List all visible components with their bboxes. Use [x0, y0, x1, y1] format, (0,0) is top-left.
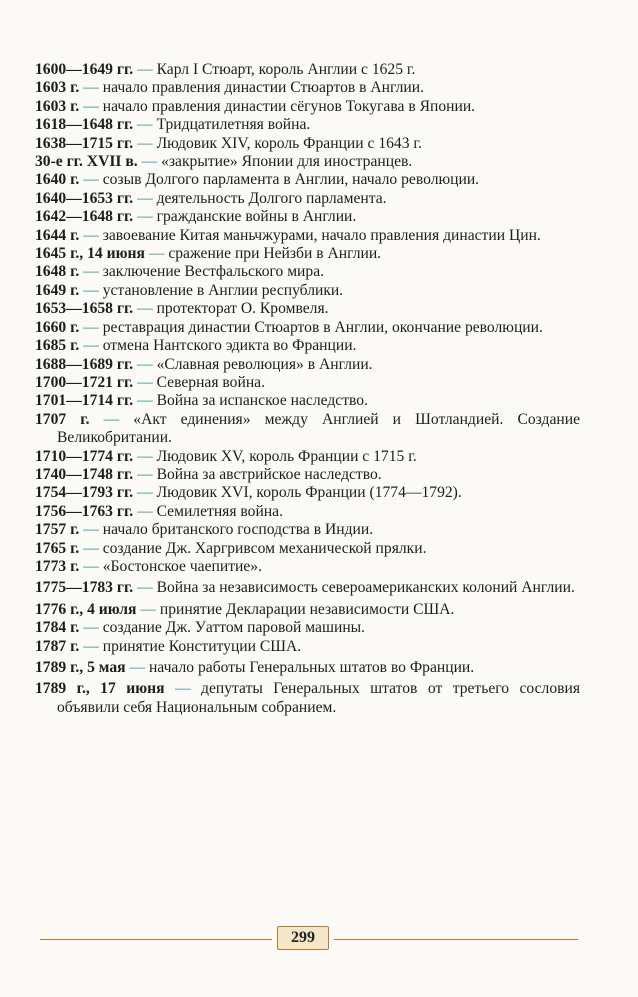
- entry-text: Война за независимость североамериканских колоний Англии.: [156, 579, 575, 597]
- chronology-entry: [35, 61, 580, 79]
- entry-dash: —: [148, 245, 165, 263]
- chronology-entry: [35, 466, 580, 484]
- entry-text: завоевание Китая маньчжурами, начало правления династии Цин.: [102, 226, 541, 244]
- chronology-entry: [35, 208, 580, 226]
- entry-date: 1700—1721 гг.: [35, 373, 134, 391]
- entry-text: Тридцатилетняя война.: [156, 116, 311, 134]
- entry-text: создание Дж. Уаттом паровой машины.: [102, 619, 366, 637]
- entry-text: отмена Нантского эдикта во Франции.: [102, 337, 357, 355]
- chronology-list: [35, 61, 580, 717]
- entry-date: 1649 г.: [35, 281, 80, 299]
- entry-text: Людовик XVI, король Франции (1774—1792).: [156, 484, 462, 502]
- entry-date: 1660 г.: [35, 318, 80, 336]
- entry-date: 1775—1783 гг.: [35, 579, 134, 597]
- chronology-entry: [35, 680, 580, 717]
- entry-date: 1685 г.: [35, 337, 80, 355]
- chronology-entry: [35, 392, 580, 410]
- chronology-entry: [35, 245, 580, 263]
- chronology-entry: [35, 171, 580, 189]
- entry-date: 1776 г., 4 июля: [35, 600, 137, 618]
- entry-dash: —: [83, 171, 99, 189]
- entry-date: 1603 г.: [35, 97, 80, 115]
- entry-text: деятельность Долгого парламента.: [156, 189, 387, 207]
- entry-date: 1600—1649 гг.: [35, 61, 134, 78]
- page-number: 299: [277, 926, 329, 950]
- entry-text: «закрытие» Японии для иностранцев.: [161, 153, 413, 171]
- entry-date: 30-е гг. XVII в.: [35, 153, 138, 171]
- entry-date: 1644 г.: [35, 226, 80, 244]
- entry-text: принятие Декларации независимости США.: [159, 600, 455, 618]
- entry-date: 1648 г.: [35, 263, 80, 281]
- entry-date: 1640—1653 гг.: [35, 189, 134, 207]
- entry-date: 1701—1714 гг.: [35, 392, 134, 410]
- chronology-entry: [35, 411, 580, 448]
- entry-dash: —: [83, 226, 99, 244]
- entry-dash: —: [83, 557, 99, 575]
- entry-text: «Бостонское чаепитие».: [102, 557, 262, 575]
- chronology-entry: [35, 300, 580, 318]
- entry-dash: —: [141, 153, 158, 171]
- chronology-entry: [35, 601, 580, 619]
- entry-dash: —: [137, 189, 153, 207]
- entry-date: 1789 г., 17 июня: [35, 680, 165, 698]
- entry-date: 1787 г.: [35, 637, 80, 655]
- entry-dash: —: [83, 619, 99, 637]
- chronology-entry: [35, 558, 580, 576]
- entry-text: начало правления династии сёгунов Токугава в Японии.: [102, 97, 476, 115]
- entry-date: 1710—1774 гг.: [35, 447, 134, 465]
- entry-date: 1618—1648 гг.: [35, 116, 134, 134]
- entry-text: создание Дж. Харгривсом механической прялки.: [102, 539, 427, 557]
- entry-text: депутаты Генеральных штатов от третьего сословия объявили себя Национальным собранием.: [57, 680, 581, 716]
- entry-dash: —: [137, 392, 153, 410]
- entry-text: «Акт единения» между Англией и Шотландией. Создание Великобритании.: [57, 410, 580, 447]
- entry-dash: —: [83, 521, 99, 539]
- entry-dash: —: [83, 263, 99, 281]
- chronology-entry: [35, 227, 580, 245]
- entry-text: Людовик XV, король Франции с 1715 г.: [156, 447, 417, 465]
- entry-dash: —: [83, 281, 99, 299]
- entry-dash: —: [137, 484, 153, 502]
- entry-text: Северная война.: [156, 373, 265, 391]
- chronology-entry: [35, 521, 580, 539]
- chronology-entry: [35, 135, 580, 153]
- entry-dash: —: [137, 134, 153, 152]
- entry-dash: —: [83, 318, 99, 336]
- chronology-entry: [35, 337, 580, 355]
- chronology-entry: [35, 503, 580, 521]
- entry-text: «Славная революция» в Англии.: [156, 355, 373, 373]
- chronology-entry: [35, 374, 580, 392]
- entry-dash: —: [140, 600, 156, 618]
- footer-rule-left: [40, 939, 272, 940]
- entry-date: 1603 г.: [35, 79, 80, 97]
- chronology-entry: [35, 659, 580, 677]
- chronology-entry: [35, 356, 580, 374]
- entry-dash: —: [175, 680, 191, 698]
- entry-text: реставрация династии Стюартов в Англии, окончание революции.: [102, 318, 543, 336]
- chronology-entry: [35, 153, 580, 171]
- entry-dash: —: [137, 300, 153, 318]
- entry-date: 1653—1658 гг.: [35, 300, 134, 318]
- entry-dash: —: [83, 97, 99, 115]
- entry-date: 1754—1793 гг.: [35, 484, 134, 502]
- entry-text: созыв Долгого парламента в Англии, начало революции.: [102, 171, 480, 189]
- entry-dash: —: [83, 337, 99, 355]
- entry-date: 1756—1763 гг.: [35, 502, 134, 520]
- chronology-entry: [35, 540, 580, 558]
- entry-text: гражданские войны в Англии.: [156, 208, 357, 226]
- chronology-entry: [35, 579, 580, 597]
- chronology-entry: [35, 638, 580, 656]
- entry-dash: —: [137, 465, 153, 483]
- entry-dash: —: [129, 659, 146, 676]
- chronology-entry: [35, 98, 580, 116]
- chronology-entry: [35, 484, 580, 502]
- entry-dash: —: [137, 579, 153, 597]
- entry-text: Людовик XIV, король Франции с 1643 г.: [156, 134, 422, 152]
- entry-text: Карл I Стюарт, король Англии с 1625 г.: [156, 61, 416, 78]
- entry-date: 1740—1748 гг.: [35, 465, 134, 483]
- chronology-entry: [35, 282, 580, 300]
- entry-date: 1784 г.: [35, 619, 80, 637]
- entry-dash: —: [137, 355, 153, 373]
- entry-dash: —: [103, 410, 120, 428]
- entry-date: 1642—1648 гг.: [35, 208, 134, 226]
- chronology-entry: [35, 263, 580, 281]
- entry-text: заключение Вестфальского мира.: [102, 263, 325, 281]
- entry-date: 1688—1689 гг.: [35, 355, 134, 373]
- entry-date: 1707 г.: [35, 410, 90, 428]
- entry-text: протекторат О. Кромвеля.: [156, 300, 329, 318]
- entry-date: 1773 г.: [35, 557, 80, 575]
- entry-dash: —: [137, 502, 153, 520]
- entry-date: 1765 г.: [35, 539, 80, 557]
- entry-text: начало британского господства в Индии.: [102, 521, 374, 539]
- entry-dash: —: [83, 79, 99, 97]
- chronology-entry: [35, 116, 580, 134]
- entry-dash: —: [83, 637, 99, 655]
- chronology-entry: [35, 319, 580, 337]
- entry-text: Война за австрийское наследство.: [156, 465, 382, 483]
- entry-date: 1789 г., 5 мая: [35, 659, 126, 676]
- entry-text: Война за испанское наследство.: [156, 392, 368, 410]
- entry-dash: —: [83, 539, 99, 557]
- entry-text: принятие Конституции США.: [102, 637, 302, 655]
- entry-text: начало правления династии Стюартов в Англии.: [102, 79, 424, 97]
- entry-dash: —: [137, 61, 153, 78]
- entry-dash: —: [137, 116, 153, 134]
- entry-text: начало работы Генеральных штатов во Франции.: [148, 659, 475, 676]
- entry-date: 1638—1715 гг.: [35, 134, 134, 152]
- entry-date: 1757 г.: [35, 521, 80, 539]
- entry-dash: —: [137, 208, 153, 226]
- entry-text: Семилетняя война.: [156, 502, 283, 520]
- chronology-entry: [35, 448, 580, 466]
- entry-date: 1645 г., 14 июня: [35, 245, 145, 263]
- chronology-entry: [35, 79, 580, 97]
- entry-text: установление в Англии республики.: [102, 281, 344, 299]
- footer-rule-right: [334, 939, 578, 940]
- entry-dash: —: [137, 373, 153, 391]
- chronology-entry: [35, 190, 580, 208]
- chronology-entry: [35, 619, 580, 637]
- entry-date: 1640 г.: [35, 171, 80, 189]
- entry-text: сражение при Нейзби в Англии.: [168, 245, 382, 263]
- entry-dash: —: [137, 447, 153, 465]
